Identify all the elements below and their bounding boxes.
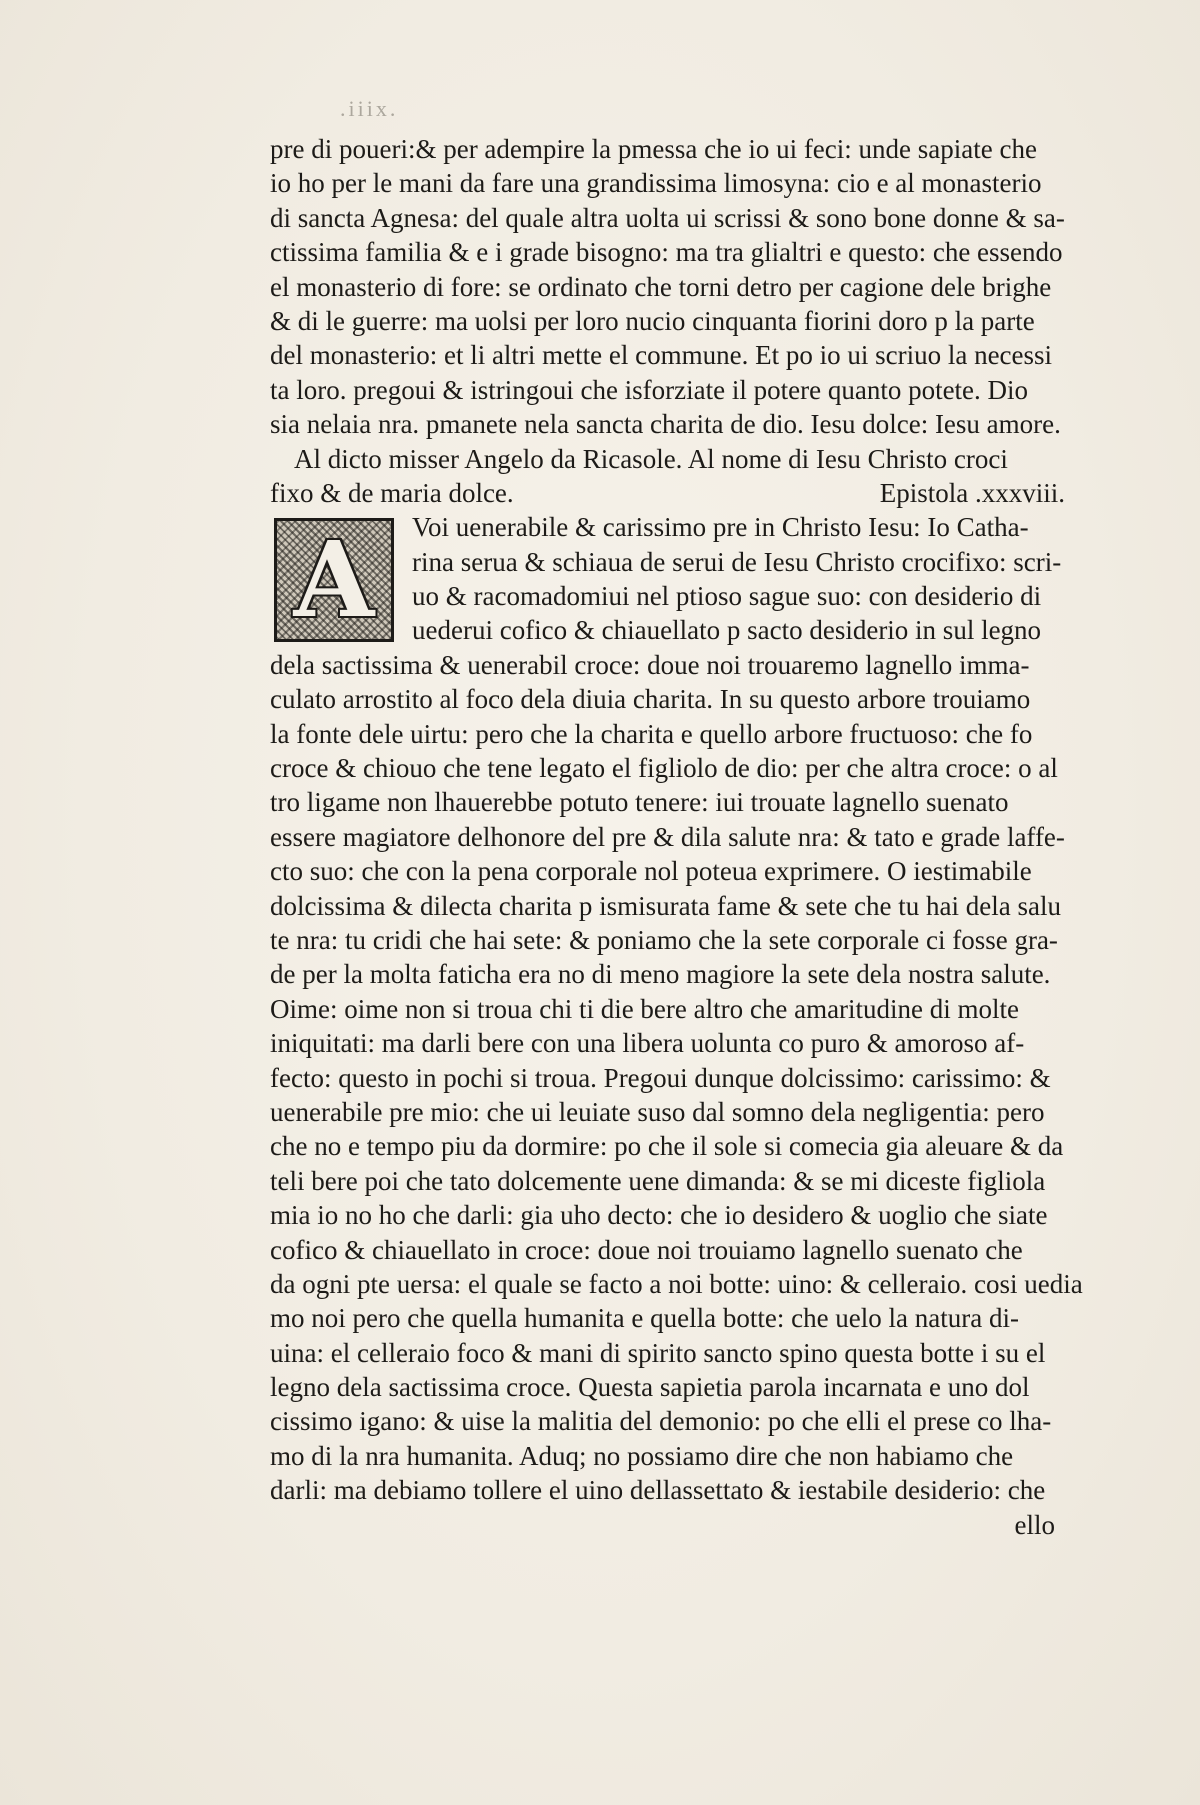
text-line: uenerabile pre mio: che ui leuiate suso dal somno dela negligentia: pero [270, 1096, 1045, 1127]
text-line: uederui cofico & chiauellato p sacto desiderio in sul legno [412, 615, 1042, 646]
text-line: da ogni pte uersa: el quale se facto a noi botte: uino: & celleraio. cosi uedia [270, 1268, 1083, 1299]
text-block [270, 132, 1083, 1542]
heading-line: Al dicto misser Angelo da Ricasole. Al nome di Iesu Christo croci [294, 443, 1008, 474]
text-line: la fonte dele uirtu: pero che la charita e quello arbore fructuoso: che fo [270, 718, 1033, 749]
decorated-initial [274, 518, 394, 642]
text-line: cto suo: che con la pena corporale nol poteua exprimere. O iestimabile [270, 856, 1032, 887]
text-line: mia io no ho che darli: gia uho decto: che io desidero & uoglio che siate [270, 1200, 1048, 1231]
text-line: di sancta Agnesa: del quale altra uolta ui scrissi & sono bone donne & sa- [270, 202, 1065, 233]
text-line: ctissima familia & e i grade bisogno: ma tra glialtri e questo: che essendo [270, 237, 1063, 268]
text-line: pre di poueri:& per adempire la pmessa che io ui feci: unde sapiate che [270, 134, 1037, 164]
dropcap-section [270, 510, 1065, 648]
text-line: dolcissima & dilecta charita p ismisurata fame & sete che tu hai dela salu [270, 890, 1061, 921]
text-line: cissimo igano: & uise la malitia del demonio: po che elli el prese co lha- [270, 1406, 1052, 1437]
text-line: te nra: tu cridi che hai sete: & poniamo che la sete corporale ci fosse gra- [270, 924, 1058, 955]
text-line: cofico & chiauellato in croce: doue noi trouiamo lagnello suenato che [270, 1234, 1023, 1265]
text-line: mo noi pero che quella humanita e quella botte: che uelo la natura di- [270, 1303, 1019, 1334]
text-line: uo & racomadomiui nel ptioso sague suo: con desiderio di [412, 581, 1042, 612]
catchword: ello [1014, 1509, 1055, 1540]
letter-heading [270, 442, 1065, 511]
text-line: sia nelaia nra. pmanete nela sancta charita de dio. Iesu dolce: Iesu amore. [270, 409, 1061, 440]
text-line: uina: el celleraio foco & mani di spirito sancto spino questa botte i su el [270, 1337, 1046, 1368]
text-line: croce & chiouo che tene legato el figliolo de dio: per che altra croce: o al [270, 753, 1058, 784]
heading-row [270, 476, 1065, 510]
text-line: & di le guerre: ma uolsi per loro nucio cinquanta fiorini doro p la parte [270, 305, 1035, 336]
text-line: darli: ma debiamo tollere el uino dellassettato & iestabile desiderio: che [270, 1475, 1046, 1506]
text-line: che no e tempo piu da dormire: po che il sole si comecia gia aleuare & da [270, 1131, 1064, 1162]
text-line: tro ligame non lhauerebbe potuto tenere: iui trouate lagnello suenato [270, 787, 1009, 818]
text-line: Voi uenerabile & carissimo pre in Christo Iesu: Io Catha- [412, 512, 1029, 543]
text-line: legno dela sactissima croce. Questa sapietia parola incarnata e uno dol [270, 1372, 1030, 1403]
text-line: del monasterio: et li altri mette el commune. Et po io ui scriuo la necessi [270, 340, 1053, 371]
text-line: fecto: questo in pochi si troua. Pregoui dunque dolcissimo: carissimo: & [270, 1062, 1051, 1093]
text-line: ta loro. pregoui & istringoui che isforziate il potere quanto potete. Dio [270, 374, 1029, 405]
body-paragraph [270, 648, 1083, 1542]
text-line: iniquitati: ma darli bere con una libera uolunta co puro & amoroso af- [270, 1028, 1025, 1059]
text-line: io ho per le mani da fare una grandissima limosyna: cio e al monasterio [270, 168, 1042, 199]
text-line: de per la molta faticha era no di meno magiore la sete dela nostra salute. [270, 959, 1051, 990]
text-line: el monasterio di fore: se ordinato che torni detro per cagione dele brighe [270, 271, 1052, 302]
folio-number: .iiix. [340, 96, 399, 121]
text-line: mo di la nra humanita. Aduq; no possiamo dire che non habiamo che [270, 1440, 1014, 1471]
heading-addressee: fixo & de maria dolce. [270, 477, 514, 508]
initial-letter: A [293, 518, 375, 642]
text-line: Oime: oime non si troua chi ti die bere altro che amaritudine di molte [270, 993, 1020, 1024]
text-line: dela sactissima & uenerabil croce: doue noi trouaremo lagnello imma- [270, 649, 1030, 680]
text-line: essere magiatore delhonore del pre & dila salute nra: & tato e grade laffe- [270, 821, 1065, 852]
epistola-number: Epistola .xxxviii. [879, 477, 1065, 508]
text-line: rina serua & schiaua de serui de Iesu Christo crocifixo: scri- [412, 546, 1062, 577]
top-paragraph [270, 132, 1065, 442]
text-line: teli bere poi che tato dolcemente uene dimanda: & se mi diceste figliola [270, 1165, 1046, 1196]
text-line: culato arrostito al foco dela diuia charita. In su questo arbore trouiamo [270, 684, 1031, 715]
